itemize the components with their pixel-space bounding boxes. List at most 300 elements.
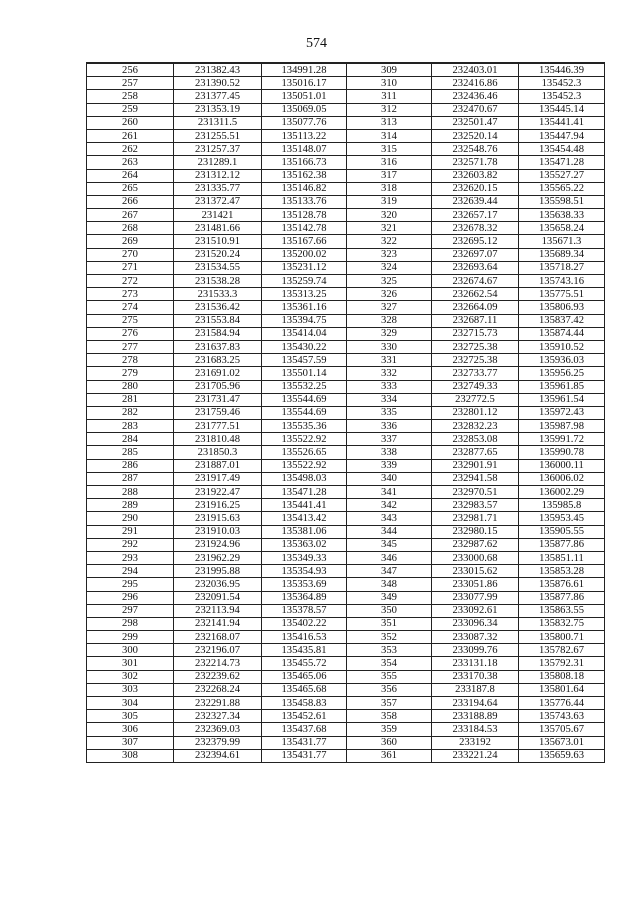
y-coordinate-cell: 135776.44 (519, 697, 605, 710)
y-coordinate-cell: 135471.28 (262, 486, 347, 499)
x-coordinate-cell: 232520.14 (432, 129, 519, 142)
x-coordinate-cell: 231553.84 (174, 314, 262, 327)
table-row (87, 472, 605, 485)
point-number-cell: 345 (347, 538, 432, 551)
x-coordinate-cell: 233194.64 (432, 697, 519, 710)
table-row (87, 182, 605, 195)
table-row (87, 565, 605, 578)
y-coordinate-cell: 135458.83 (262, 697, 347, 710)
point-number-cell: 298 (87, 617, 174, 630)
y-coordinate-cell: 135658.24 (519, 222, 605, 235)
x-coordinate-cell: 233187.8 (432, 683, 519, 696)
y-coordinate-cell: 135808.18 (519, 670, 605, 683)
y-coordinate-cell: 135501.14 (262, 367, 347, 380)
x-coordinate-cell: 232983.57 (432, 499, 519, 512)
table-row (87, 723, 605, 736)
point-number-cell: 327 (347, 301, 432, 314)
table-row (87, 551, 605, 564)
x-coordinate-cell: 232214.73 (174, 657, 262, 670)
x-coordinate-cell: 233077.99 (432, 591, 519, 604)
table-row (87, 710, 605, 723)
table-row (87, 143, 605, 156)
point-number-cell: 339 (347, 459, 432, 472)
point-number-cell: 341 (347, 486, 432, 499)
point-number-cell: 323 (347, 248, 432, 261)
table-row (87, 433, 605, 446)
x-coordinate-cell: 231705.96 (174, 380, 262, 393)
x-coordinate-cell: 231538.28 (174, 275, 262, 288)
x-coordinate-cell: 232369.03 (174, 723, 262, 736)
table-row (87, 63, 605, 77)
x-coordinate-cell: 233000.68 (432, 551, 519, 564)
x-coordinate-cell: 231759.46 (174, 406, 262, 419)
x-coordinate-cell: 231916.25 (174, 499, 262, 512)
point-number-cell: 263 (87, 156, 174, 169)
point-number-cell: 318 (347, 182, 432, 195)
point-number-cell: 299 (87, 631, 174, 644)
x-coordinate-cell: 232394.61 (174, 749, 262, 762)
point-number-cell: 260 (87, 116, 174, 129)
y-coordinate-cell: 135743.16 (519, 275, 605, 288)
table-row (87, 288, 605, 301)
y-coordinate-cell: 135435.81 (262, 644, 347, 657)
point-number-cell: 326 (347, 288, 432, 301)
y-coordinate-cell: 135775.51 (519, 288, 605, 301)
x-coordinate-cell: 232168.07 (174, 631, 262, 644)
y-coordinate-cell: 135113.22 (262, 129, 347, 142)
x-coordinate-cell: 231481.66 (174, 222, 262, 235)
y-coordinate-cell: 135166.73 (262, 156, 347, 169)
x-coordinate-cell: 233184.53 (432, 723, 519, 736)
y-coordinate-cell: 135877.86 (519, 538, 605, 551)
x-coordinate-cell: 232113.94 (174, 604, 262, 617)
point-number-cell: 284 (87, 433, 174, 446)
point-number-cell: 311 (347, 90, 432, 103)
point-number-cell: 328 (347, 314, 432, 327)
x-coordinate-cell: 233051.86 (432, 578, 519, 591)
table-row (87, 169, 605, 182)
point-number-cell: 315 (347, 143, 432, 156)
y-coordinate-cell: 135447.94 (519, 129, 605, 142)
x-coordinate-cell: 232141.94 (174, 617, 262, 630)
point-number-cell: 314 (347, 129, 432, 142)
point-number-cell: 297 (87, 604, 174, 617)
table-row (87, 209, 605, 222)
x-coordinate-cell: 231910.03 (174, 525, 262, 538)
y-coordinate-cell: 135801.64 (519, 683, 605, 696)
table-row (87, 486, 605, 499)
x-coordinate-cell: 233092.61 (432, 604, 519, 617)
y-coordinate-cell: 135522.92 (262, 433, 347, 446)
point-number-cell: 258 (87, 90, 174, 103)
point-number-cell: 334 (347, 393, 432, 406)
point-number-cell: 330 (347, 340, 432, 353)
page-number: 574 (306, 36, 327, 51)
x-coordinate-cell: 232749.33 (432, 380, 519, 393)
y-coordinate-cell: 135522.92 (262, 459, 347, 472)
point-number-cell: 305 (87, 710, 174, 723)
y-coordinate-cell: 135452.61 (262, 710, 347, 723)
y-coordinate-cell: 135441.41 (519, 116, 605, 129)
point-number-cell: 268 (87, 222, 174, 235)
y-coordinate-cell: 135133.76 (262, 195, 347, 208)
y-coordinate-cell: 135431.77 (262, 749, 347, 762)
table-row (87, 77, 605, 90)
y-coordinate-cell: 135441.41 (262, 499, 347, 512)
table-row (87, 248, 605, 261)
x-coordinate-cell: 232901.91 (432, 459, 519, 472)
x-coordinate-cell: 231255.51 (174, 129, 262, 142)
x-coordinate-cell: 232436.46 (432, 90, 519, 103)
y-coordinate-cell: 135146.82 (262, 182, 347, 195)
y-coordinate-cell: 135402.22 (262, 617, 347, 630)
x-coordinate-cell: 231887.01 (174, 459, 262, 472)
point-number-cell: 296 (87, 591, 174, 604)
point-number-cell: 316 (347, 156, 432, 169)
y-coordinate-cell: 135990.78 (519, 446, 605, 459)
x-coordinate-cell: 233221.24 (432, 749, 519, 762)
point-number-cell: 352 (347, 631, 432, 644)
point-number-cell: 256 (87, 63, 174, 77)
x-coordinate-cell: 233170.38 (432, 670, 519, 683)
y-coordinate-cell: 135378.57 (262, 604, 347, 617)
point-number-cell: 319 (347, 195, 432, 208)
table-row (87, 604, 605, 617)
x-coordinate-cell: 232268.24 (174, 683, 262, 696)
table-row (87, 222, 605, 235)
x-coordinate-cell: 231421 (174, 209, 262, 222)
x-coordinate-cell: 232693.64 (432, 261, 519, 274)
x-coordinate-cell: 231850.3 (174, 446, 262, 459)
y-coordinate-cell: 135987.98 (519, 420, 605, 433)
table-row (87, 657, 605, 670)
point-number-cell: 294 (87, 565, 174, 578)
point-number-cell: 287 (87, 472, 174, 485)
table-row (87, 459, 605, 472)
table-row (87, 499, 605, 512)
y-coordinate-cell: 135953.45 (519, 512, 605, 525)
y-coordinate-cell: 135532.25 (262, 380, 347, 393)
x-coordinate-cell: 232733.77 (432, 367, 519, 380)
y-coordinate-cell: 135800.71 (519, 631, 605, 644)
y-coordinate-cell: 135349.33 (262, 551, 347, 564)
y-coordinate-cell: 135051.01 (262, 90, 347, 103)
y-coordinate-cell: 135863.55 (519, 604, 605, 617)
point-number-cell: 358 (347, 710, 432, 723)
y-coordinate-cell: 135416.53 (262, 631, 347, 644)
table-row (87, 235, 605, 248)
y-coordinate-cell: 135231.12 (262, 261, 347, 274)
y-coordinate-cell: 135313.25 (262, 288, 347, 301)
x-coordinate-cell: 231810.48 (174, 433, 262, 446)
table-row (87, 644, 605, 657)
x-coordinate-cell: 231390.52 (174, 77, 262, 90)
x-coordinate-cell: 231257.37 (174, 143, 262, 156)
table-row (87, 327, 605, 340)
x-coordinate-cell: 232196.07 (174, 644, 262, 657)
y-coordinate-cell: 135471.28 (519, 156, 605, 169)
x-coordinate-cell: 232697.07 (432, 248, 519, 261)
point-number-cell: 262 (87, 143, 174, 156)
y-coordinate-cell: 135853.28 (519, 565, 605, 578)
y-coordinate-cell: 134991.28 (262, 63, 347, 77)
table-row (87, 195, 605, 208)
x-coordinate-cell: 231312.12 (174, 169, 262, 182)
x-coordinate-cell: 231924.96 (174, 538, 262, 551)
x-coordinate-cell: 232639.44 (432, 195, 519, 208)
point-number-cell: 309 (347, 63, 432, 77)
x-coordinate-cell: 231534.55 (174, 261, 262, 274)
point-number-cell: 304 (87, 697, 174, 710)
x-coordinate-cell: 232291.88 (174, 697, 262, 710)
table-row (87, 749, 605, 762)
point-number-cell: 266 (87, 195, 174, 208)
point-number-cell: 325 (347, 275, 432, 288)
point-number-cell: 350 (347, 604, 432, 617)
x-coordinate-cell: 232239.62 (174, 670, 262, 683)
point-number-cell: 359 (347, 723, 432, 736)
y-coordinate-cell: 135638.33 (519, 209, 605, 222)
point-number-cell: 261 (87, 129, 174, 142)
point-number-cell: 283 (87, 420, 174, 433)
point-number-cell: 307 (87, 736, 174, 749)
x-coordinate-cell: 233188.89 (432, 710, 519, 723)
point-number-cell: 312 (347, 103, 432, 116)
y-coordinate-cell: 135535.36 (262, 420, 347, 433)
x-coordinate-cell: 232772.5 (432, 393, 519, 406)
y-coordinate-cell: 135167.66 (262, 235, 347, 248)
x-coordinate-cell: 232416.86 (432, 77, 519, 90)
x-coordinate-cell: 232941.58 (432, 472, 519, 485)
y-coordinate-cell: 135527.27 (519, 169, 605, 182)
y-coordinate-cell: 135394.75 (262, 314, 347, 327)
point-number-cell: 270 (87, 248, 174, 261)
point-number-cell: 291 (87, 525, 174, 538)
table-row (87, 406, 605, 419)
point-number-cell: 329 (347, 327, 432, 340)
y-coordinate-cell: 135972.43 (519, 406, 605, 419)
x-coordinate-cell: 231377.45 (174, 90, 262, 103)
point-number-cell: 257 (87, 77, 174, 90)
table-row (87, 736, 605, 749)
point-number-cell: 303 (87, 683, 174, 696)
y-coordinate-cell: 135961.54 (519, 393, 605, 406)
y-coordinate-cell: 135016.17 (262, 77, 347, 90)
x-coordinate-cell: 232725.38 (432, 340, 519, 353)
y-coordinate-cell: 135526.65 (262, 446, 347, 459)
point-number-cell: 273 (87, 288, 174, 301)
x-coordinate-cell: 232603.82 (432, 169, 519, 182)
point-number-cell: 290 (87, 512, 174, 525)
x-coordinate-cell: 232327.34 (174, 710, 262, 723)
x-coordinate-cell: 232877.65 (432, 446, 519, 459)
table-row (87, 446, 605, 459)
point-number-cell: 278 (87, 354, 174, 367)
y-coordinate-cell: 135876.61 (519, 578, 605, 591)
x-coordinate-cell: 232678.32 (432, 222, 519, 235)
y-coordinate-cell: 135961.85 (519, 380, 605, 393)
table-row (87, 116, 605, 129)
point-number-cell: 267 (87, 209, 174, 222)
x-coordinate-cell: 232987.62 (432, 538, 519, 551)
point-number-cell: 321 (347, 222, 432, 235)
point-number-cell: 336 (347, 420, 432, 433)
x-coordinate-cell: 232664.09 (432, 301, 519, 314)
point-number-cell: 310 (347, 77, 432, 90)
table-row (87, 525, 605, 538)
y-coordinate-cell: 135455.72 (262, 657, 347, 670)
y-coordinate-cell: 135457.59 (262, 354, 347, 367)
point-number-cell: 335 (347, 406, 432, 419)
y-coordinate-cell: 135659.63 (519, 749, 605, 762)
x-coordinate-cell: 233096.34 (432, 617, 519, 630)
x-coordinate-cell: 232501.47 (432, 116, 519, 129)
x-coordinate-cell: 231372.47 (174, 195, 262, 208)
point-number-cell: 264 (87, 169, 174, 182)
y-coordinate-cell: 135565.22 (519, 182, 605, 195)
point-number-cell: 342 (347, 499, 432, 512)
table-row (87, 301, 605, 314)
y-coordinate-cell: 135361.16 (262, 301, 347, 314)
point-number-cell: 356 (347, 683, 432, 696)
y-coordinate-cell: 135671.3 (519, 235, 605, 248)
x-coordinate-cell: 232832.23 (432, 420, 519, 433)
table-row (87, 697, 605, 710)
x-coordinate-cell: 233192 (432, 736, 519, 749)
table-row (87, 354, 605, 367)
y-coordinate-cell: 136002.29 (519, 486, 605, 499)
x-coordinate-cell: 233087.32 (432, 631, 519, 644)
table-row (87, 631, 605, 644)
point-number-cell: 274 (87, 301, 174, 314)
y-coordinate-cell: 135991.72 (519, 433, 605, 446)
y-coordinate-cell: 135544.69 (262, 393, 347, 406)
x-coordinate-cell: 231922.47 (174, 486, 262, 499)
table-row (87, 340, 605, 353)
x-coordinate-cell: 231353.19 (174, 103, 262, 116)
point-number-cell: 333 (347, 380, 432, 393)
point-number-cell: 355 (347, 670, 432, 683)
table-row (87, 367, 605, 380)
x-coordinate-cell: 232036.95 (174, 578, 262, 591)
y-coordinate-cell: 135718.27 (519, 261, 605, 274)
point-number-cell: 354 (347, 657, 432, 670)
point-number-cell: 348 (347, 578, 432, 591)
x-coordinate-cell: 231289.1 (174, 156, 262, 169)
point-number-cell: 275 (87, 314, 174, 327)
point-number-cell: 302 (87, 670, 174, 683)
y-coordinate-cell: 135673.01 (519, 736, 605, 749)
x-coordinate-cell: 231731.47 (174, 393, 262, 406)
y-coordinate-cell: 136000.11 (519, 459, 605, 472)
table-row (87, 670, 605, 683)
point-number-cell: 282 (87, 406, 174, 419)
table-row (87, 512, 605, 525)
x-coordinate-cell: 231917.49 (174, 472, 262, 485)
point-number-cell: 332 (347, 367, 432, 380)
y-coordinate-cell: 135705.67 (519, 723, 605, 736)
coordinates-table (86, 62, 605, 763)
y-coordinate-cell: 135874.44 (519, 327, 605, 340)
x-coordinate-cell: 232725.38 (432, 354, 519, 367)
y-coordinate-cell: 135128.78 (262, 209, 347, 222)
point-number-cell: 285 (87, 446, 174, 459)
point-number-cell: 357 (347, 697, 432, 710)
x-coordinate-cell: 232801.12 (432, 406, 519, 419)
y-coordinate-cell: 135743.63 (519, 710, 605, 723)
table-row (87, 129, 605, 142)
x-coordinate-cell: 232470.67 (432, 103, 519, 116)
point-number-cell: 265 (87, 182, 174, 195)
x-coordinate-cell: 232662.54 (432, 288, 519, 301)
y-coordinate-cell: 135465.68 (262, 683, 347, 696)
x-coordinate-cell: 231311.5 (174, 116, 262, 129)
y-coordinate-cell: 135142.78 (262, 222, 347, 235)
y-coordinate-cell: 135910.52 (519, 340, 605, 353)
y-coordinate-cell: 135689.34 (519, 248, 605, 261)
x-coordinate-cell: 231510.91 (174, 235, 262, 248)
table-row (87, 156, 605, 169)
point-number-cell: 340 (347, 472, 432, 485)
y-coordinate-cell: 135452.3 (519, 77, 605, 90)
point-number-cell: 313 (347, 116, 432, 129)
point-number-cell: 279 (87, 367, 174, 380)
point-number-cell: 344 (347, 525, 432, 538)
point-number-cell: 317 (347, 169, 432, 182)
x-coordinate-cell: 233131.18 (432, 657, 519, 670)
y-coordinate-cell: 135069.05 (262, 103, 347, 116)
x-coordinate-cell: 231995.88 (174, 565, 262, 578)
y-coordinate-cell: 135956.25 (519, 367, 605, 380)
table-row (87, 393, 605, 406)
point-number-cell: 288 (87, 486, 174, 499)
point-number-cell: 337 (347, 433, 432, 446)
point-number-cell: 293 (87, 551, 174, 564)
x-coordinate-cell: 232571.78 (432, 156, 519, 169)
y-coordinate-cell: 135832.75 (519, 617, 605, 630)
x-coordinate-cell: 233099.76 (432, 644, 519, 657)
x-coordinate-cell: 231584.94 (174, 327, 262, 340)
point-number-cell: 277 (87, 340, 174, 353)
x-coordinate-cell: 232695.12 (432, 235, 519, 248)
x-coordinate-cell: 231683.25 (174, 354, 262, 367)
coordinates-table-body (87, 63, 605, 762)
y-coordinate-cell: 135200.02 (262, 248, 347, 261)
point-number-cell: 271 (87, 261, 174, 274)
point-number-cell: 360 (347, 736, 432, 749)
y-coordinate-cell: 135936.03 (519, 354, 605, 367)
y-coordinate-cell: 135381.06 (262, 525, 347, 538)
y-coordinate-cell: 135148.07 (262, 143, 347, 156)
table-row (87, 314, 605, 327)
point-number-cell: 281 (87, 393, 174, 406)
x-coordinate-cell: 232980.15 (432, 525, 519, 538)
x-coordinate-cell: 232715.73 (432, 327, 519, 340)
y-coordinate-cell: 135465.06 (262, 670, 347, 683)
x-coordinate-cell: 231533.3 (174, 288, 262, 301)
x-coordinate-cell: 231382.43 (174, 63, 262, 77)
point-number-cell: 347 (347, 565, 432, 578)
y-coordinate-cell: 135363.02 (262, 538, 347, 551)
y-coordinate-cell: 135985.8 (519, 499, 605, 512)
table-row (87, 275, 605, 288)
y-coordinate-cell: 135413.42 (262, 512, 347, 525)
x-coordinate-cell: 231637.83 (174, 340, 262, 353)
x-coordinate-cell: 232403.01 (432, 63, 519, 77)
point-number-cell: 292 (87, 538, 174, 551)
x-coordinate-cell: 232091.54 (174, 591, 262, 604)
y-coordinate-cell: 135544.69 (262, 406, 347, 419)
